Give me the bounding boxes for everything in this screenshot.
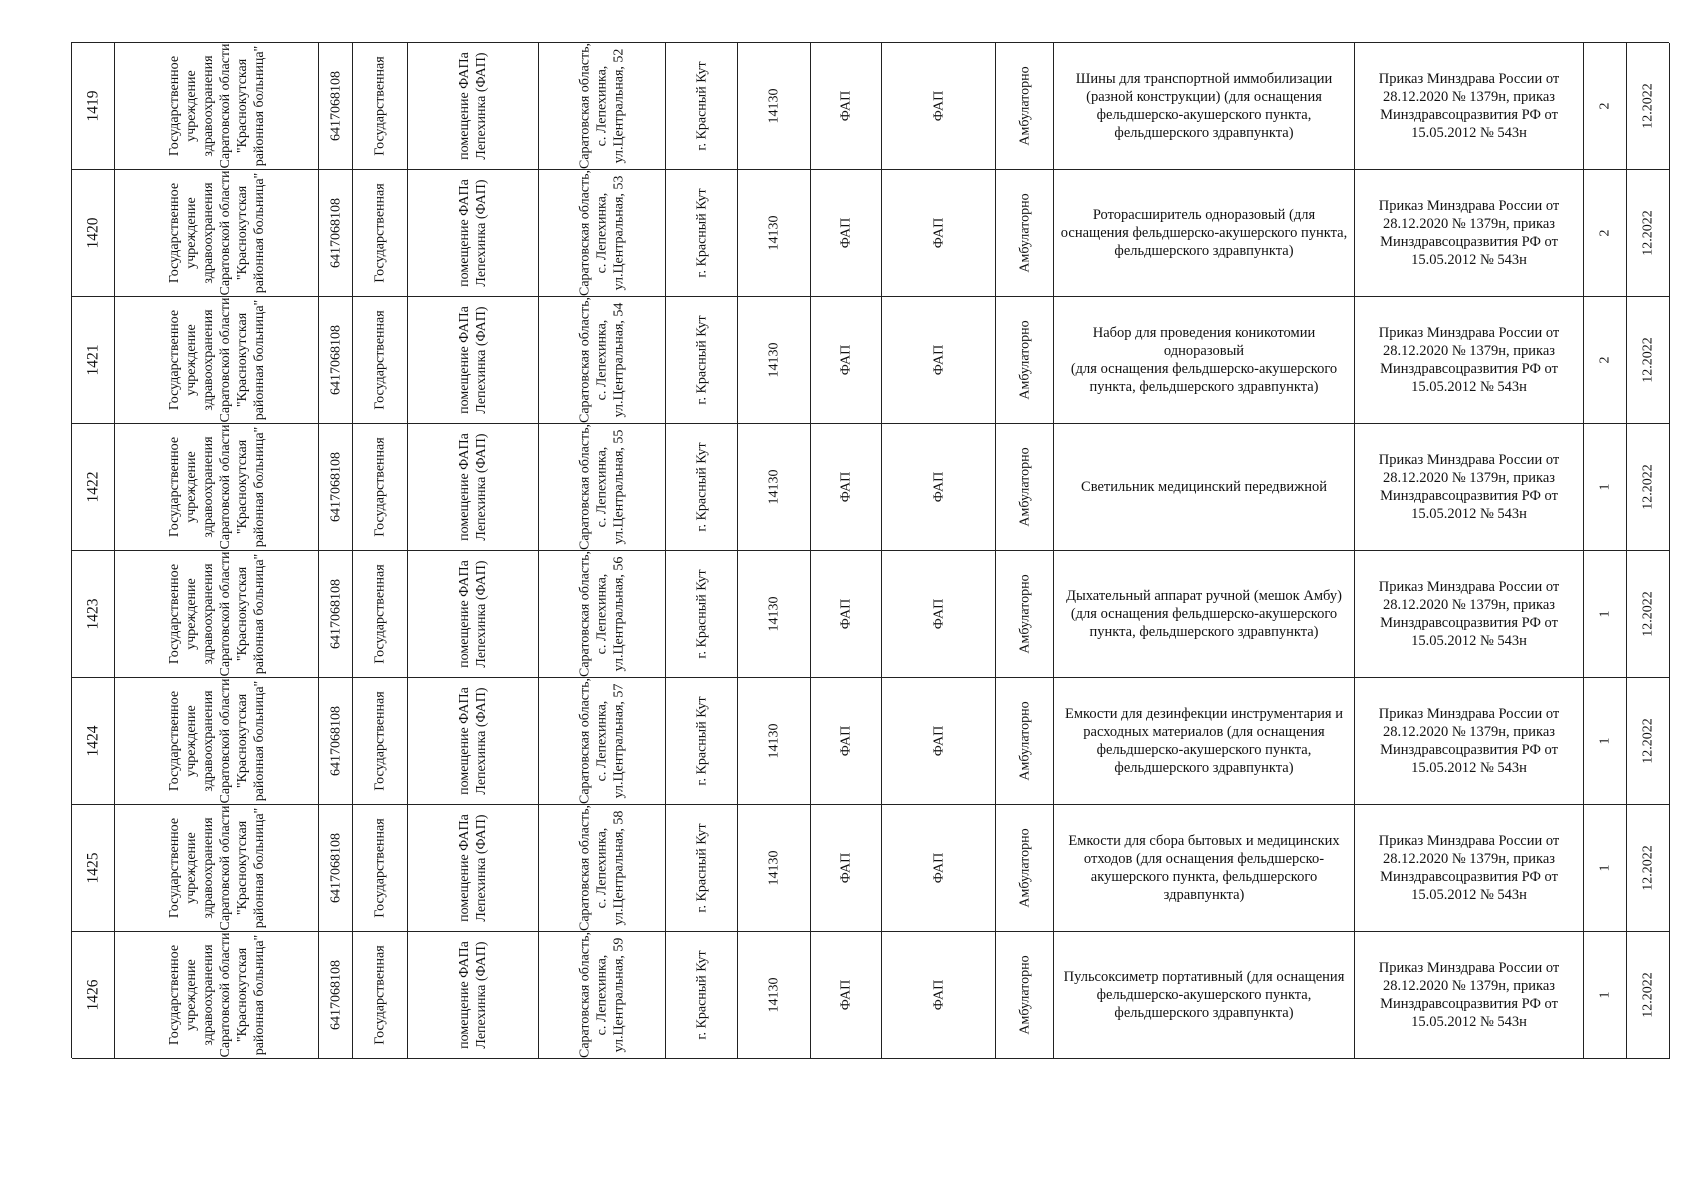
table-row — [72, 678, 1670, 805]
cell-equipment — [1054, 297, 1355, 424]
cell-basis — [1355, 170, 1584, 297]
cell-quantity — [1584, 805, 1627, 932]
cell-care-type — [996, 43, 1054, 170]
inn: 6417068108 — [328, 960, 343, 1030]
care-type: Амбулаторно — [1017, 447, 1032, 527]
cell-address — [539, 678, 666, 805]
cell-inn — [319, 43, 353, 170]
row-id: 1422 — [84, 471, 102, 503]
cell-premises — [408, 678, 539, 805]
cell-quantity — [1584, 551, 1627, 678]
legal-basis: Приказ Минздрава России от 28.12.2020 № 1379н, приказ Минздравсоцразвития РФ от 15.05.2012 № 543н — [1378, 960, 1560, 1030]
cell-institution — [115, 805, 319, 932]
care-type: Амбулаторно — [1017, 828, 1032, 908]
cell-basis — [1355, 805, 1584, 932]
cell-institution — [115, 424, 319, 551]
cell-institution — [115, 551, 319, 678]
table-row — [72, 932, 1670, 1059]
cell-date — [1627, 424, 1670, 551]
legal-basis: Приказ Минздрава России от 28.12.2020 № 1379н, приказ Минздравсоцразвития РФ от 15.05.2012 № 543н — [1378, 198, 1560, 268]
equipment-name: Набор для проведения коникотомии одноразовый (для оснащения фельдшерско-акушерского пункта, фельдшерского здравпункта) — [1070, 325, 1338, 395]
cell-inn — [319, 170, 353, 297]
cell-quantity — [1584, 43, 1627, 170]
care-type: Амбулаторно — [1017, 66, 1032, 146]
code: 14130 — [766, 977, 782, 1013]
cell-unit — [811, 43, 882, 170]
institution: Государственное учреждение здравоохранения Саратовской области "Краснокутская районная больница" — [166, 297, 267, 423]
cell-ownership — [353, 43, 408, 170]
cell-basis — [1355, 297, 1584, 424]
cell-department — [882, 551, 996, 678]
cell-city — [666, 424, 738, 551]
address: Саратовская область, с. Лепехинка, ул.Центральная, 57 — [577, 678, 627, 805]
row-id: 1424 — [84, 725, 102, 757]
city: г. Красный Кут — [694, 315, 709, 405]
table-row — [72, 805, 1670, 932]
cell-unit — [811, 170, 882, 297]
cell-code — [738, 551, 811, 678]
cell-equipment — [1054, 43, 1355, 170]
code: 14130 — [766, 88, 782, 124]
row-id: 1421 — [84, 344, 102, 376]
cell-ownership — [353, 551, 408, 678]
unit: ФАП — [838, 344, 854, 376]
department: ФАП — [931, 90, 946, 122]
inn: 6417068108 — [328, 452, 343, 522]
address: Саратовская область, с. Лепехинка, ул.Центральная, 59 — [577, 932, 627, 1059]
institution: Государственное учреждение здравоохранения Саратовской области "Краснокутская районная больница" — [166, 678, 267, 804]
cell-code — [738, 297, 811, 424]
premises: помещение ФАПа Лепехинка (ФАП) — [457, 52, 489, 160]
cell-quantity — [1584, 424, 1627, 551]
cell-city — [666, 932, 738, 1059]
cell-date — [1627, 551, 1670, 678]
cell-city — [666, 297, 738, 424]
address: Саратовская область, с. Лепехинка, ул.Центральная, 55 — [577, 424, 627, 551]
table-row — [72, 170, 1670, 297]
cell-equipment — [1054, 932, 1355, 1059]
cell-id — [72, 932, 115, 1059]
cell-date — [1627, 43, 1670, 170]
equipment-name: Пульсоксиметр портативный (для оснащения фельдшерско-акушерского пункта, фельдшерского здравпункта) — [1063, 969, 1345, 1021]
inn: 6417068108 — [328, 325, 343, 395]
date: 12.2022 — [1640, 83, 1656, 129]
cell-care-type — [996, 678, 1054, 805]
cell-date — [1627, 932, 1670, 1059]
table-row — [72, 297, 1670, 424]
cell-date — [1627, 805, 1670, 932]
department: ФАП — [931, 471, 946, 503]
institution: Государственное учреждение здравоохранения Саратовской области "Краснокутская районная больница" — [166, 551, 267, 677]
row-id: 1423 — [84, 598, 102, 630]
cell-premises — [408, 297, 539, 424]
cell-id — [72, 678, 115, 805]
department: ФАП — [931, 217, 946, 249]
cell-care-type — [996, 297, 1054, 424]
cell-equipment — [1054, 424, 1355, 551]
ownership: Государственная — [372, 818, 388, 918]
cell-address — [539, 297, 666, 424]
ownership: Государственная — [372, 56, 388, 156]
legal-basis: Приказ Минздрава России от 28.12.2020 № 1379н, приказ Минздравсоцразвития РФ от 15.05.2012 № 543н — [1378, 71, 1560, 141]
cell-ownership — [353, 932, 408, 1059]
legal-basis: Приказ Минздрава России от 28.12.2020 № 1379н, приказ Минздравсоцразвития РФ от 15.05.2012 № 543н — [1378, 579, 1560, 649]
department: ФАП — [931, 852, 946, 884]
cell-premises — [408, 170, 539, 297]
cell-basis — [1355, 424, 1584, 551]
quantity: 2 — [1597, 356, 1613, 364]
care-type: Амбулаторно — [1017, 574, 1032, 654]
cell-address — [539, 805, 666, 932]
cell-department — [882, 297, 996, 424]
inn: 6417068108 — [328, 833, 343, 903]
address: Саратовская область, с. Лепехинка, ул.Центральная, 53 — [577, 170, 627, 297]
cell-ownership — [353, 805, 408, 932]
table-row — [72, 43, 1670, 170]
city: г. Красный Кут — [694, 188, 709, 278]
quantity: 1 — [1597, 610, 1613, 618]
address: Саратовская область, с. Лепехинка, ул.Центральная, 52 — [577, 43, 627, 170]
city: г. Красный Кут — [694, 823, 709, 913]
cell-id — [72, 43, 115, 170]
unit: ФАП — [838, 598, 854, 630]
date: 12.2022 — [1640, 337, 1656, 383]
cell-department — [882, 678, 996, 805]
date: 12.2022 — [1640, 845, 1656, 891]
cell-address — [539, 170, 666, 297]
date: 12.2022 — [1640, 210, 1656, 256]
quantity: 1 — [1597, 483, 1613, 491]
cell-address — [539, 424, 666, 551]
cell-id — [72, 424, 115, 551]
equipment-name: Шины для транспортной иммобилизации (разной конструкции) (для оснащения фельдшерско-акушерского пункта, фельдшерского здравпункта) — [1075, 71, 1333, 141]
institution: Государственное учреждение здравоохранения Саратовской области "Краснокутская районная больница" — [166, 424, 267, 550]
institution: Государственное учреждение здравоохранения Саратовской области "Краснокутская районная больница" — [166, 43, 267, 169]
cell-city — [666, 170, 738, 297]
premises: помещение ФАПа Лепехинка (ФАП) — [457, 687, 489, 795]
care-type: Амбулаторно — [1017, 320, 1032, 400]
cell-equipment — [1054, 678, 1355, 805]
cell-ownership — [353, 170, 408, 297]
ownership: Государственная — [372, 310, 388, 410]
city: г. Красный Кут — [694, 950, 709, 1040]
cell-premises — [408, 551, 539, 678]
equipment-name: Емкости для дезинфекции инструментария и расходных материалов (для оснащения фельдшерско-акушерского пункта, фельдшерского здравпункта) — [1064, 706, 1343, 776]
cell-address — [539, 551, 666, 678]
cell-inn — [319, 932, 353, 1059]
cell-unit — [811, 424, 882, 551]
cell-code — [738, 932, 811, 1059]
legal-basis: Приказ Минздрава России от 28.12.2020 № 1379н, приказ Минздравсоцразвития РФ от 15.05.2012 № 543н — [1378, 452, 1560, 522]
equipment-name: Роторасширитель одноразовый (для оснащения фельдшерско-акушерского пункта, фельдшерского здравпункта) — [1060, 207, 1348, 259]
legal-basis: Приказ Минздрава России от 28.12.2020 № 1379н, приказ Минздравсоцразвития РФ от 15.05.2012 № 543н — [1378, 706, 1560, 776]
code: 14130 — [766, 469, 782, 505]
cell-care-type — [996, 424, 1054, 551]
table-row — [72, 551, 1670, 678]
ownership: Государственная — [372, 945, 388, 1045]
cell-id — [72, 297, 115, 424]
cell-quantity — [1584, 170, 1627, 297]
legal-basis: Приказ Минздрава России от 28.12.2020 № 1379н, приказ Минздравсоцразвития РФ от 15.05.2012 № 543н — [1378, 833, 1560, 903]
cell-premises — [408, 805, 539, 932]
cell-inn — [319, 297, 353, 424]
cell-department — [882, 932, 996, 1059]
premises: помещение ФАПа Лепехинка (ФАП) — [457, 941, 489, 1049]
address: Саратовская область, с. Лепехинка, ул.Центральная, 54 — [577, 297, 627, 424]
table-row — [72, 424, 1670, 551]
cell-ownership — [353, 424, 408, 551]
cell-code — [738, 424, 811, 551]
cell-code — [738, 678, 811, 805]
premises: помещение ФАПа Лепехинка (ФАП) — [457, 814, 489, 922]
inn: 6417068108 — [328, 706, 343, 776]
inn: 6417068108 — [328, 579, 343, 649]
city: г. Красный Кут — [694, 569, 709, 659]
cell-equipment — [1054, 170, 1355, 297]
care-type: Амбулаторно — [1017, 193, 1032, 273]
cell-city — [666, 43, 738, 170]
cell-id — [72, 551, 115, 678]
quantity: 1 — [1597, 864, 1613, 872]
quantity: 1 — [1597, 737, 1613, 745]
city: г. Красный Кут — [694, 442, 709, 532]
cell-unit — [811, 297, 882, 424]
equipment-name: Емкости для сбора бытовых и медицинских отходов (для оснащения фельдшерско-акушерского пункта, фельдшерского здравпункта) — [1068, 833, 1340, 903]
ownership: Государственная — [372, 183, 388, 283]
department: ФАП — [931, 725, 946, 757]
code: 14130 — [766, 342, 782, 378]
department: ФАП — [931, 979, 946, 1011]
premises: помещение ФАПа Лепехинка (ФАП) — [457, 433, 489, 541]
cell-premises — [408, 43, 539, 170]
address: Саратовская область, с. Лепехинка, ул.Центральная, 58 — [577, 805, 627, 932]
cell-institution — [115, 678, 319, 805]
cell-unit — [811, 805, 882, 932]
premises: помещение ФАПа Лепехинка (ФАП) — [457, 306, 489, 414]
legal-basis: Приказ Минздрава России от 28.12.2020 № 1379н, приказ Минздравсоцразвития РФ от 15.05.2012 № 543н — [1378, 325, 1560, 395]
ownership: Государственная — [372, 691, 388, 791]
cell-care-type — [996, 551, 1054, 678]
premises: помещение ФАПа Лепехинка (ФАП) — [457, 179, 489, 287]
cell-unit — [811, 551, 882, 678]
row-id: 1426 — [84, 979, 102, 1011]
cell-basis — [1355, 551, 1584, 678]
cell-basis — [1355, 932, 1584, 1059]
cell-id — [72, 805, 115, 932]
cell-date — [1627, 170, 1670, 297]
cell-unit — [811, 678, 882, 805]
cell-code — [738, 170, 811, 297]
cell-ownership — [353, 678, 408, 805]
premises: помещение ФАПа Лепехинка (ФАП) — [457, 560, 489, 668]
care-type: Амбулаторно — [1017, 955, 1032, 1035]
cell-inn — [319, 424, 353, 551]
cell-department — [882, 805, 996, 932]
cell-unit — [811, 932, 882, 1059]
cell-id — [72, 170, 115, 297]
date: 12.2022 — [1640, 718, 1656, 764]
city: г. Красный Кут — [694, 696, 709, 786]
cell-address — [539, 932, 666, 1059]
inn: 6417068108 — [328, 198, 343, 268]
quantity: 1 — [1597, 991, 1613, 999]
cell-basis — [1355, 43, 1584, 170]
code: 14130 — [766, 723, 782, 759]
cell-department — [882, 170, 996, 297]
unit: ФАП — [838, 979, 854, 1011]
cell-premises — [408, 932, 539, 1059]
cell-code — [738, 43, 811, 170]
equipment-name: Светильник медицинский передвижной — [1081, 479, 1327, 495]
department: ФАП — [931, 598, 946, 630]
quantity: 2 — [1597, 229, 1613, 237]
cell-basis — [1355, 678, 1584, 805]
address: Саратовская область, с. Лепехинка, ул.Центральная, 56 — [577, 551, 627, 678]
institution: Государственное учреждение здравоохранения Саратовской области "Краснокутская районная больница" — [166, 805, 267, 931]
cell-code — [738, 805, 811, 932]
institution: Государственное учреждение здравоохранения Саратовской области "Краснокутская районная больница" — [166, 170, 267, 296]
cell-equipment — [1054, 551, 1355, 678]
equipment-table — [71, 42, 1669, 1058]
cell-equipment — [1054, 805, 1355, 932]
cell-quantity — [1584, 678, 1627, 805]
cell-date — [1627, 297, 1670, 424]
unit: ФАП — [838, 217, 854, 249]
cell-city — [666, 551, 738, 678]
cell-premises — [408, 424, 539, 551]
department: ФАП — [931, 344, 946, 376]
row-id: 1419 — [84, 90, 102, 122]
cell-city — [666, 805, 738, 932]
row-id: 1425 — [84, 852, 102, 884]
code: 14130 — [766, 215, 782, 251]
city: г. Красный Кут — [694, 61, 709, 151]
equipment-name: Дыхательный аппарат ручной (мешок Амбу) (для оснащения фельдшерско-акушерского пункта, фельдшерского здравпункта) — [1066, 588, 1342, 640]
cell-institution — [115, 297, 319, 424]
cell-inn — [319, 678, 353, 805]
cell-quantity — [1584, 932, 1627, 1059]
cell-department — [882, 424, 996, 551]
unit: ФАП — [838, 471, 854, 503]
cell-care-type — [996, 170, 1054, 297]
row-id: 1420 — [84, 217, 102, 249]
cell-institution — [115, 932, 319, 1059]
ownership: Государственная — [372, 564, 388, 664]
cell-institution — [115, 170, 319, 297]
date: 12.2022 — [1640, 591, 1656, 637]
cell-inn — [319, 551, 353, 678]
date: 12.2022 — [1640, 464, 1656, 510]
unit: ФАП — [838, 852, 854, 884]
code: 14130 — [766, 850, 782, 886]
cell-inn — [319, 805, 353, 932]
cell-ownership — [353, 297, 408, 424]
cell-date — [1627, 678, 1670, 805]
cell-care-type — [996, 932, 1054, 1059]
date: 12.2022 — [1640, 972, 1656, 1018]
cell-address — [539, 43, 666, 170]
cell-institution — [115, 43, 319, 170]
cell-quantity — [1584, 297, 1627, 424]
inn: 6417068108 — [328, 71, 343, 141]
care-type: Амбулаторно — [1017, 701, 1032, 781]
code: 14130 — [766, 596, 782, 632]
unit: ФАП — [838, 90, 854, 122]
cell-care-type — [996, 805, 1054, 932]
unit: ФАП — [838, 725, 854, 757]
quantity: 2 — [1597, 102, 1613, 110]
institution: Государственное учреждение здравоохранения Саратовской области "Краснокутская районная больница" — [166, 932, 267, 1058]
cell-city — [666, 678, 738, 805]
ownership: Государственная — [372, 437, 388, 537]
cell-department — [882, 43, 996, 170]
